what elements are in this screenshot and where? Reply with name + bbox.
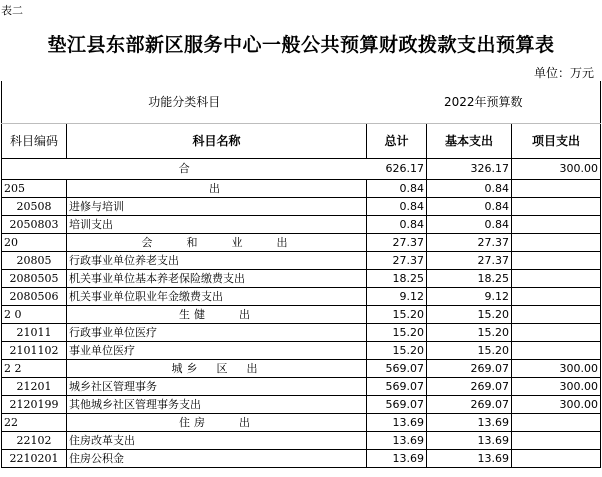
row-code: 205: [2, 180, 67, 198]
row-code: 2101102: [2, 342, 67, 360]
table-row: [2, 432, 601, 450]
row-basic: 0.84: [427, 216, 512, 234]
row-project: [512, 198, 601, 216]
row-basic: 27.37: [427, 234, 512, 252]
row-code: 2120199: [2, 396, 67, 414]
row-code: 2050803: [2, 216, 67, 234]
table-row: [2, 378, 601, 396]
row-code: 20: [2, 234, 67, 252]
row-code: 20805: [2, 252, 67, 270]
row-basic: 269.07: [427, 360, 512, 378]
row-code: 20508: [2, 198, 67, 216]
row-project: [512, 252, 601, 270]
total-project: 300.00: [512, 159, 601, 180]
row-basic: 13.69: [427, 432, 512, 450]
table-row: [2, 288, 601, 306]
row-total: 18.25: [367, 270, 427, 288]
row-code: 22: [2, 414, 67, 432]
row-name: 事业单位医疗: [67, 342, 367, 360]
row-project: [512, 288, 601, 306]
row-basic: 13.69: [427, 414, 512, 432]
row-basic: 0.84: [427, 198, 512, 216]
row-basic: 0.84: [427, 180, 512, 198]
row-project: [512, 342, 601, 360]
row-project: [512, 306, 601, 324]
table-row: [2, 216, 601, 234]
table-row: [2, 270, 601, 288]
row-name: 城乡社区管理事务: [67, 378, 367, 396]
row-code: 21011: [2, 324, 67, 342]
row-total: 13.69: [367, 450, 427, 468]
row-code: 21201: [2, 378, 67, 396]
row-total: 569.07: [367, 378, 427, 396]
table-row: [2, 180, 601, 198]
row-project: [512, 180, 601, 198]
page-title: 垫江县东部新区服务中心一般公共预算财政拨款支出预算表: [47, 34, 555, 56]
row-name: 住房 出: [67, 414, 367, 432]
row-name: 行政事业单位医疗: [67, 324, 367, 342]
row-total: 15.20: [367, 306, 427, 324]
total-basic: 326.17: [427, 159, 512, 180]
group-header-row: [2, 81, 601, 124]
row-name: 机关事业单位基本养老保险缴费支出: [67, 270, 367, 288]
row-project: [512, 324, 601, 342]
group-header-left: 功能分类科目: [2, 81, 367, 124]
row-name: 会 和 业 出: [67, 234, 367, 252]
table-row: [2, 306, 601, 324]
row-basic: 27.37: [427, 252, 512, 270]
row-total: 9.12: [367, 288, 427, 306]
budget-table: [1, 81, 601, 468]
row-total: 15.20: [367, 324, 427, 342]
row-basic: 269.07: [427, 378, 512, 396]
row-name: 出: [67, 180, 367, 198]
row-name: 住房公积金: [67, 450, 367, 468]
row-total: 569.07: [367, 360, 427, 378]
row-basic: 15.20: [427, 342, 512, 360]
row-project: [512, 432, 601, 450]
row-name: 进修与培训: [67, 198, 367, 216]
row-total: 0.84: [367, 180, 427, 198]
table-row: [2, 360, 601, 378]
total-value: 626.17: [367, 159, 427, 180]
row-name: 城乡 区 出: [67, 360, 367, 378]
row-basic: 15.20: [427, 324, 512, 342]
row-project: 300.00: [512, 360, 601, 378]
table-row: [2, 450, 601, 468]
row-basic: 269.07: [427, 396, 512, 414]
row-total: 569.07: [367, 396, 427, 414]
column-header-total: 总计: [367, 124, 427, 159]
row-code: 2 2: [2, 360, 67, 378]
table-tag: 表二: [1, 4, 23, 17]
row-total: 27.37: [367, 234, 427, 252]
row-code: 2210201: [2, 450, 67, 468]
row-basic: 18.25: [427, 270, 512, 288]
column-header-basic: 基本支出: [427, 124, 512, 159]
row-code: 22102: [2, 432, 67, 450]
row-name: 培训支出: [67, 216, 367, 234]
row-total: 0.84: [367, 198, 427, 216]
unit-label: 单位：万元: [533, 66, 594, 80]
table-row: [2, 342, 601, 360]
row-basic: 9.12: [427, 288, 512, 306]
row-code: 2 0: [2, 306, 67, 324]
table-row: [2, 252, 601, 270]
row-project: 300.00: [512, 396, 601, 414]
row-basic: 15.20: [427, 306, 512, 324]
table-row: [2, 324, 601, 342]
table-row: [2, 198, 601, 216]
row-name: 行政事业单位养老支出: [67, 252, 367, 270]
column-header-project: 项目支出: [512, 124, 601, 159]
row-project: [512, 216, 601, 234]
row-code: 2080506: [2, 288, 67, 306]
row-total: 13.69: [367, 432, 427, 450]
group-header-right: 2022年预算数: [367, 81, 601, 124]
row-total: 0.84: [367, 216, 427, 234]
column-header-code: 科目编码: [2, 124, 67, 159]
table-row: [2, 396, 601, 414]
row-name: 其他城乡社区管理事务支出: [67, 396, 367, 414]
row-name: 住房改革支出: [67, 432, 367, 450]
row-project: 300.00: [512, 378, 601, 396]
column-header-name: 科目名称: [67, 124, 367, 159]
row-project: [512, 450, 601, 468]
row-project: [512, 234, 601, 252]
row-name: 生健 出: [67, 306, 367, 324]
row-total: 15.20: [367, 342, 427, 360]
row-project: [512, 414, 601, 432]
row-project: [512, 270, 601, 288]
row-name: 机关事业单位职业年金缴费支出: [67, 288, 367, 306]
row-basic: 13.69: [427, 450, 512, 468]
row-code: 2080505: [2, 270, 67, 288]
total-label: 合: [2, 159, 367, 180]
row-total: 13.69: [367, 414, 427, 432]
table-row: [2, 234, 601, 252]
table-row: [2, 414, 601, 432]
column-header-row: [2, 124, 601, 159]
total-row: [2, 159, 601, 180]
row-total: 27.37: [367, 252, 427, 270]
